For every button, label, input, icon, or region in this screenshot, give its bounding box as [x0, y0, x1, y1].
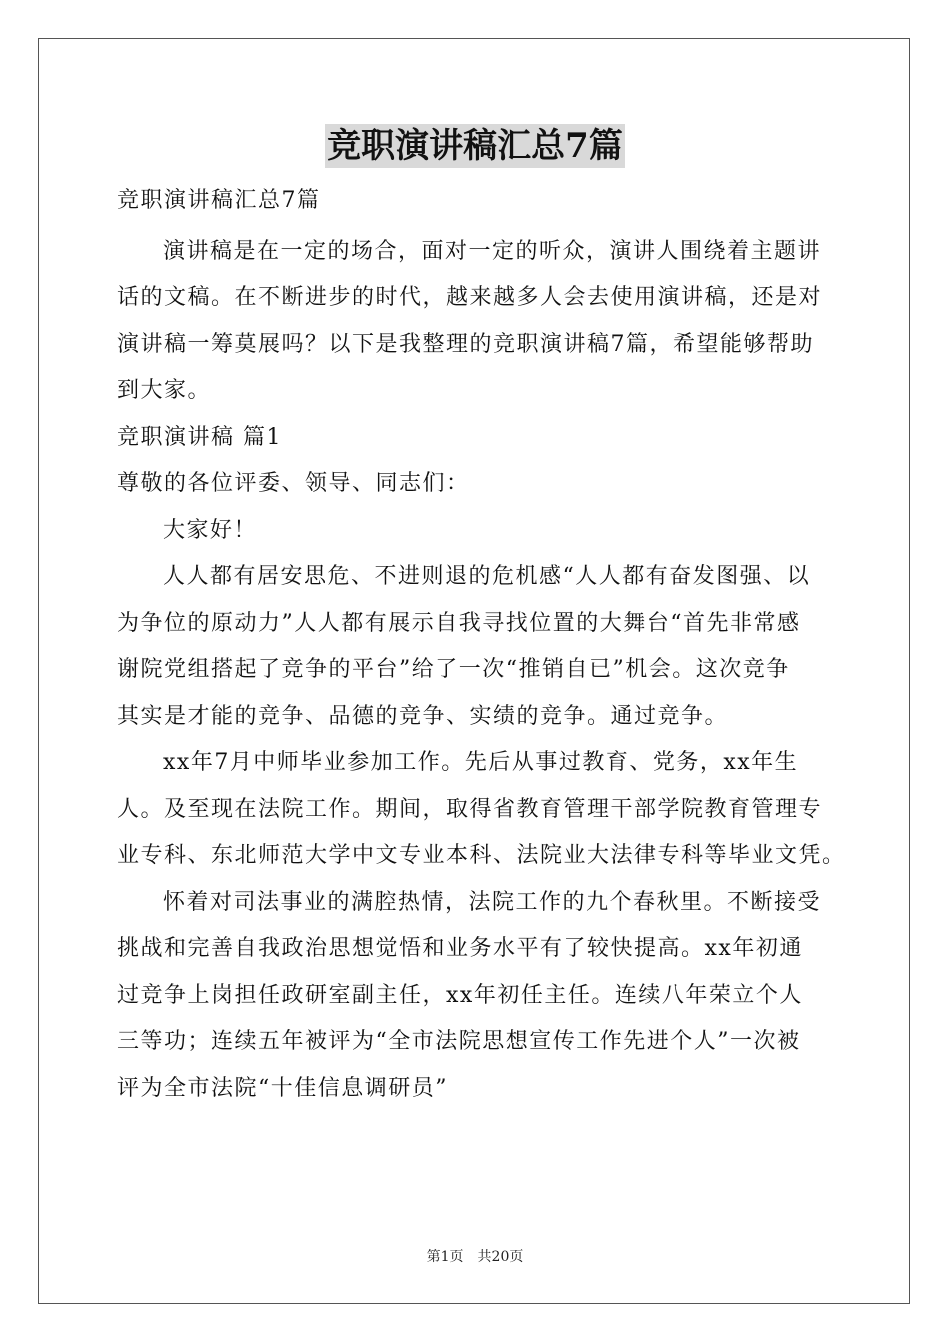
- paragraph-line: 人人都有居安思危、不进则退的危机感“人人都有奋发图强、以: [163, 564, 811, 589]
- body-paragraph-1: [117, 554, 857, 740]
- paragraph-line: 挑战和完善自我政治思想觉悟和业务水平有了较快提高。xx年初通: [117, 936, 803, 961]
- document-subtitle: 竞职演讲稿汇总7篇: [117, 188, 321, 213]
- paragraph-line: 演讲稿是在一定的场合，面对一定的听众，演讲人围绕着主题讲: [163, 238, 822, 264]
- page-number: 第1页 共20页: [426, 1249, 524, 1265]
- title-container: [0, 124, 950, 168]
- paragraph-line: 业专科、东北师范大学中文专业本科、法院业大法律专科等毕业文凭。: [117, 843, 846, 868]
- body-paragraph-2: [117, 740, 857, 880]
- intro-paragraph: [117, 229, 857, 415]
- paragraph-line: 演讲稿一筹莫展吗？以下是我整理的竞职演讲稿7篇，希望能够帮助: [117, 331, 814, 357]
- paragraph-line: 为争位的原动力”人人都有展示自我寻找位置的大舞台“首先非常感: [117, 610, 801, 636]
- salutation: 尊敬的各位评委、领导、同志们：: [117, 471, 470, 496]
- paragraph-line: 话的文稿。在不断进步的时代，越来越多人会去使用演讲稿，还是对: [117, 285, 823, 310]
- section-heading: 竞职演讲稿 篇1: [117, 424, 282, 450]
- body-paragraph-3: [117, 880, 857, 1113]
- greeting: 大家好！: [163, 517, 258, 543]
- paragraph-line: 人。及至现在法院工作。期间，取得省教育管理干部学院教育管理专: [117, 796, 823, 822]
- document-body: [117, 178, 857, 1112]
- paragraph-line: 怀着对司法事业的满腔热情，法院工作的九个春秋里。不断接受: [163, 889, 822, 915]
- paragraph-line: 三等功；连续五年被评为“全市法院思想宣传工作先进个人”一次被: [117, 1029, 801, 1054]
- paragraph-line: 过竞争上岗担任政研室副主任，xx年初任主任。连续八年荣立个人: [117, 982, 803, 1008]
- paragraph-line: xx年7月中师毕业参加工作。先后从事过教育、党务，xx年生: [163, 750, 799, 775]
- document-title: 竞职演讲稿汇总7篇: [327, 126, 623, 166]
- page-footer: [0, 1246, 950, 1266]
- paragraph-line: 谢院党组搭起了竞争的平台”给了一次“推销自已”机会。这次竞争: [117, 657, 790, 682]
- paragraph-line: 到大家。: [117, 378, 212, 403]
- paragraph-line: 其实是才能的竞争、品德的竞争、实绩的竞争。通过竞争。: [117, 703, 729, 729]
- paragraph-line: 评为全市法院“十佳信息调研员”: [117, 1075, 448, 1101]
